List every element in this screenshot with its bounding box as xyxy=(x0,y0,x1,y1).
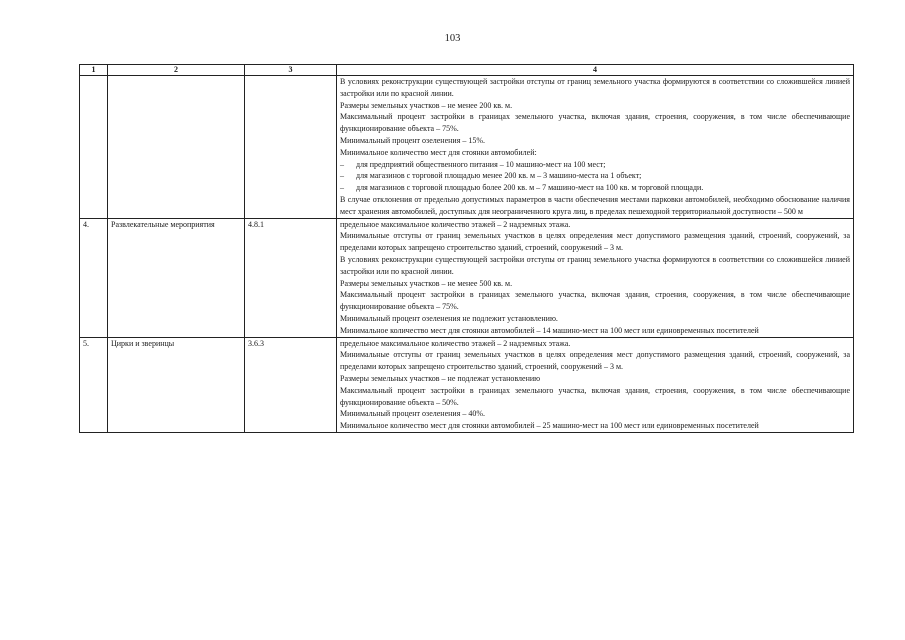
row-code: 3.6.3 xyxy=(245,337,337,432)
row-parameters xyxy=(337,76,854,219)
parameter-line: Минимальное количество мест для стоянки автомобилей – 25 машино-мест на 100 мест или единовременных посетителей xyxy=(340,421,759,431)
parameter-line: Минимальные отступы от границ земельных участков в целях определения мест допустимого размещения зданий, строений, сооружений, за пределами которых запрещено строительство зданий, строений, сооружений – 3 м. xyxy=(340,350,850,372)
row-code xyxy=(245,76,337,219)
parameter-line: Максимальный процент застройки в границах земельного участка, включая здания, строения, сооружения, в том числе обеспечивающие функционирование объекта – 75%. xyxy=(340,290,850,312)
header-col-3: 3 xyxy=(245,65,337,76)
row-name: Развлекательные мероприятия xyxy=(108,218,245,337)
parameter-line: Минимальный процент озеленения – 15%. xyxy=(340,135,486,145)
parameter-line: предельное максимальное количество этажей – 2 надземных этажа. xyxy=(340,219,571,229)
header-col-2: 2 xyxy=(108,65,245,76)
bullet-text: для магазинов с торговой площадью более 200 кв. м – 7 машино-мест на 100 кв. м торговой площади. xyxy=(356,183,704,193)
parameter-line: Максимальный процент застройки в границах земельного участка, включая здания, строения, сооружения, в том числе обеспечивающие функционирование объекта – 50%. xyxy=(340,385,850,407)
header-row xyxy=(80,65,854,76)
parameter-line: Минимальный процент озеленения не подлежит установлению. xyxy=(340,313,558,323)
parking-bullet xyxy=(340,159,850,171)
header-col-1: 1 xyxy=(80,65,108,76)
parameter-line: В случае отклонения от предельно допустимых параметров в части обеспечения местами парковки автомобилей, необходимо обоснование наличия мест хранения автомобилей, доступных для неограниченного круга лиц, в пределах пешеходной территориальной доступности – 500 м xyxy=(340,194,850,216)
bullet-text: для магазинов с торговой площадью менее 200 кв. м – 3 машино-места на 1 объект; xyxy=(356,171,642,181)
page-number: 103 xyxy=(444,33,461,44)
dash-marker: – xyxy=(340,171,344,181)
parameter-line: предельное максимальное количество этажей – 2 надземных этажа. xyxy=(340,338,571,348)
header-col-4: 4 xyxy=(337,65,854,76)
dash-marker: – xyxy=(340,159,344,169)
parameter-line: Минимальное количество мест для стоянки автомобилей: xyxy=(340,147,537,157)
row-code: 4.8.1 xyxy=(245,218,337,337)
parameter-line: Минимальные отступы от границ земельных участков в целях определения мест допустимого размещения зданий, строений, сооружений, за пределами которых запрещено строительство зданий, строений, сооружений – 3 м. xyxy=(340,231,850,253)
table-row xyxy=(80,337,854,432)
row-number: 4. xyxy=(80,218,108,337)
row-name: Цирки и зверинцы xyxy=(108,337,245,432)
table-row xyxy=(80,76,854,219)
bullet-text: для предприятий общественного питания – 10 машино-мест на 100 мест; xyxy=(356,159,606,169)
row-number xyxy=(80,76,108,219)
parameter-line: В условиях реконструкции существующей застройки отступы от границ земельного участка формируются в соответствии со сложившейся линией застройки или по красной линии. xyxy=(340,77,850,98)
parking-bullet xyxy=(340,182,850,194)
parameter-line: Размеры земельных участков – не менее 200 кв. м. xyxy=(340,100,513,110)
row-number: 5. xyxy=(80,337,108,432)
parameter-line: В условиях реконструкции существующей застройки отступы от границ земельного участка формируются в соответствии со сложившейся линией застройки или по красной линии. xyxy=(340,254,850,276)
row-parameters xyxy=(337,218,854,337)
zoning-table xyxy=(79,64,854,433)
dash-marker: – xyxy=(340,183,344,193)
parking-bullet xyxy=(340,170,850,182)
row-name xyxy=(108,76,245,219)
parameter-line: Размеры земельных участков – не подлежат установлению xyxy=(340,373,541,383)
parameter-line: Минимальное количество мест для стоянки автомобилей – 14 машино-мест на 100 мест или единовременных посетителей xyxy=(340,325,759,335)
parameter-line: Максимальный процент застройки в границах земельного участка, включая здания, строения, сооружения, в том числе обеспечивающие функционирование объекта – 75%. xyxy=(340,112,850,134)
row-parameters xyxy=(337,337,854,432)
parameter-line: Минимальный процент озеленения – 40%. xyxy=(340,409,486,419)
table-row xyxy=(80,218,854,337)
parameter-line: Размеры земельных участков – не менее 500 кв. м. xyxy=(340,278,513,288)
